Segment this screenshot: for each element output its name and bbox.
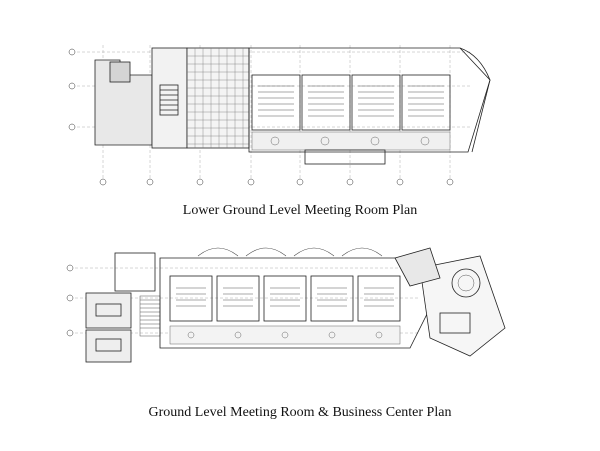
meeting-room-a — [170, 276, 212, 321]
meeting-room-2 — [302, 75, 350, 130]
boardroom-1 — [86, 293, 131, 328]
meeting-room-b — [217, 276, 259, 321]
meeting-room-c — [264, 276, 306, 321]
meeting-room-d — [311, 276, 353, 321]
stair-lobby — [152, 48, 187, 148]
foyer — [187, 48, 249, 148]
ground-plan-caption: Ground Level Meeting Room & Business Center Plan — [148, 405, 452, 420]
lower-ground-floor-plan — [0, 20, 600, 220]
service-wing — [95, 60, 152, 145]
prefunction-corridor — [252, 132, 450, 150]
meeting-room-1 — [252, 75, 300, 130]
meeting-room-e — [358, 276, 400, 321]
meeting-room-4 — [402, 75, 450, 130]
ground-floor-plan — [0, 238, 600, 388]
arched-facade — [198, 248, 382, 256]
boardroom-2 — [86, 330, 131, 362]
west-service-core — [115, 253, 155, 291]
elevator-shaft — [140, 296, 160, 336]
lower-plan-caption: Lower Ground Level Meeting Room Plan — [182, 203, 418, 218]
grid-bubbles — [67, 265, 73, 336]
prefunction-corridor — [170, 326, 400, 344]
meeting-room-3 — [352, 75, 400, 130]
